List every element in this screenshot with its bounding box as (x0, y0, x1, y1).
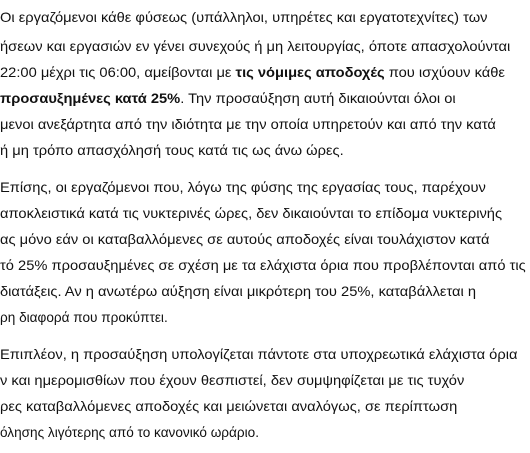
text-line (0, 10, 488, 26)
text-run: διατάξεις. Αν η ανωτέρω αύξηση είναι μικρότερη του 25%, καταβάλλεται η (0, 284, 477, 299)
text-run: τό 25% προσαυξημένες σε σχέση με τα ελάχιστα όρια που προβλέπονται από τις (0, 258, 526, 273)
text-line (0, 91, 456, 107)
text-line (0, 39, 510, 55)
text-run: ήσεων και εργασιών εν γένει συνεχούς ή μη λειτουργίας, όποτε απασχολούνται (0, 39, 511, 54)
text-line (0, 373, 464, 389)
text-line (0, 258, 526, 274)
text-line (0, 206, 502, 222)
text-line (0, 399, 457, 415)
bold-text-run: προσαυξημένες κατά 25% (0, 91, 181, 106)
text-line (0, 65, 505, 81)
text-run: Οι εργαζόμενοι κάθε φύσεως (υπάλληλοι, υπηρέτες και εργατοτεχνίτες) των (0, 10, 488, 25)
text-run: μενοι ανεξάρτητα από την ιδιότητα με την οποία υπηρετούν και από την κατά (0, 117, 496, 132)
text-line (0, 347, 517, 363)
text-run: ρη διαφορά που προκύπτει. (0, 310, 168, 325)
text-run: όλησης λιγότερης από το κανονικό ωράριο. (0, 425, 259, 440)
text-line (0, 284, 476, 300)
text-run: ή μη τρόπο απασχόλησή τους κατά τις ως άνω ώρες. (0, 143, 344, 158)
text-run: που ισχύουν κάθε (384, 65, 505, 80)
text-line (0, 232, 490, 248)
text-run: ρες καταβαλλόμενες αποδοχές και μειώνεται αναλόγως, σε περίπτωση (0, 399, 458, 414)
text-run: Επίσης, οι εργαζόμενοι που, λόγω της φύσης της εργασίας τους, παρέχουν (0, 180, 486, 195)
text-line (0, 180, 486, 196)
text-run: ν και ημερομισθίων που έχουν θεσπιστεί, δεν συμψηφίζεται με τις τυχόν (0, 373, 465, 388)
text-line (0, 310, 168, 326)
text-run: 22:00 μέχρι τις 06:00, αμείβονται με (0, 65, 236, 80)
bold-text-run: τις νόμιμες αποδοχές (235, 65, 385, 80)
text-run: ας μόνο εάν οι καταβαλλόμενες σε αυτούς αποδοχές είναι τουλάχιστον κατά (0, 232, 490, 247)
text-line (0, 425, 259, 441)
text-run: . Την προσαύξηση αυτή δικαιούνται όλοι οι (180, 91, 456, 106)
text-run: αποκλειστικά κατά τις νυκτερινές ώρες, δεν δικαιούνται το επίδομα νυκτερινής (0, 206, 503, 221)
text-run: Επιπλέον, η προσαύξηση υπολογίζεται πάντοτε στα υποχρεωτικά ελάχιστα όρια (0, 347, 518, 362)
text-line (0, 143, 344, 159)
text-line (0, 117, 496, 133)
